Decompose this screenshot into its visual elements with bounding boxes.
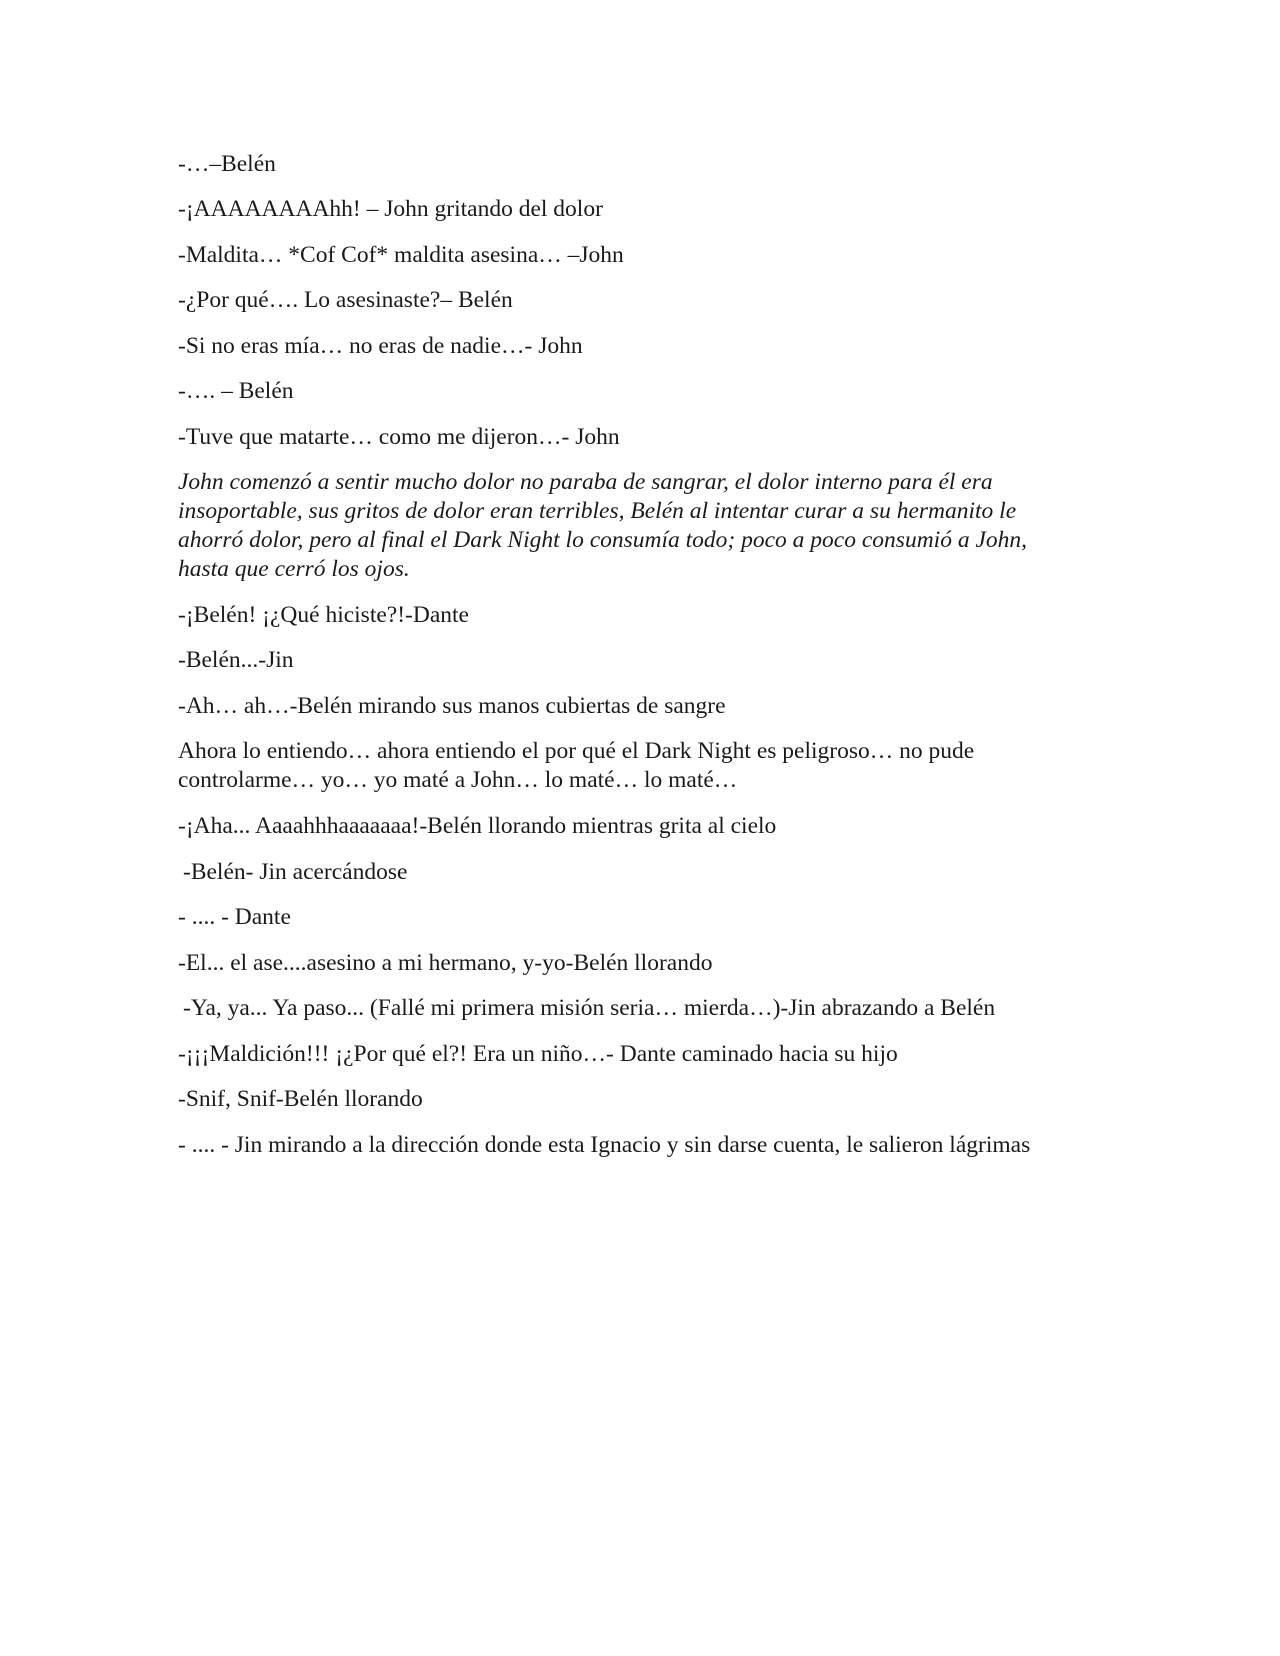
thought-paragraph: Ahora lo entiendo… ahora entiendo el por qué el Dark Night es peligroso… no pude controlarme… yo… yo maté a John… lo maté… lo maté… bbox=[178, 738, 975, 793]
dialogue-line: -El... el ase....asesino a mi hermano, y-yo-Belén llorando bbox=[178, 950, 713, 976]
dialogue-line: -¡AAAAAAAAhh! – John gritando del dolor bbox=[178, 196, 603, 222]
dialogue-line: -Tuve que matarte… como me dijeron…- John bbox=[178, 424, 620, 450]
narration-paragraph: John comenzó a sentir mucho dolor no paraba de sangrar, el dolor interno para él era insoportable, sus gritos de dolor eran terribles, Belén al intentar curar a su hermanito le ahorró dolor, pero al final el Dark Night lo consumía todo; poco a poco consumió a John, hasta que cerró los ojos. bbox=[178, 469, 1027, 582]
dialogue-line: -Snif, Snif-Belén llorando bbox=[178, 1086, 423, 1112]
dialogue-line: -Ah… ah…-Belén mirando sus manos cubiertas de sangre bbox=[178, 693, 726, 719]
dialogue-line: -Maldita… *Cof Cof* maldita asesina… –John bbox=[178, 242, 624, 268]
dialogue-line: -¡Aha... Aaaahhhaaaaaaa!-Belén llorando mientras grita al cielo bbox=[178, 813, 777, 839]
dialogue-line: -…–Belén bbox=[178, 151, 276, 177]
dialogue-line: -Si no eras mía… no eras de nadie…- John bbox=[178, 333, 583, 359]
dialogue-line: -¡¡¡Maldición!!! ¡¿Por qué el?! Era un niño…- Dante caminado hacia su hijo bbox=[178, 1041, 898, 1067]
dialogue-line: -¿Por qué…. Lo asesinaste?– Belén bbox=[178, 287, 513, 313]
dialogue-line: - .... - Dante bbox=[178, 904, 291, 930]
dialogue-line: -…. – Belén bbox=[178, 378, 294, 404]
dialogue-line: -Belén...-Jin bbox=[178, 647, 294, 673]
dialogue-line: -Ya, ya... Ya paso... (Fallé mi primera misión seria… mierda…)-Jin abrazando a Belén bbox=[183, 995, 996, 1021]
dialogue-line: -¡Belén! ¡¿Qué hiciste?!-Dante bbox=[178, 602, 469, 628]
dialogue-line: - .... - Jin mirando a la dirección donde esta Ignacio y sin darse cuenta, le salieron lágrimas bbox=[178, 1132, 1031, 1158]
dialogue-line: -Belén- Jin acercándose bbox=[183, 859, 408, 885]
